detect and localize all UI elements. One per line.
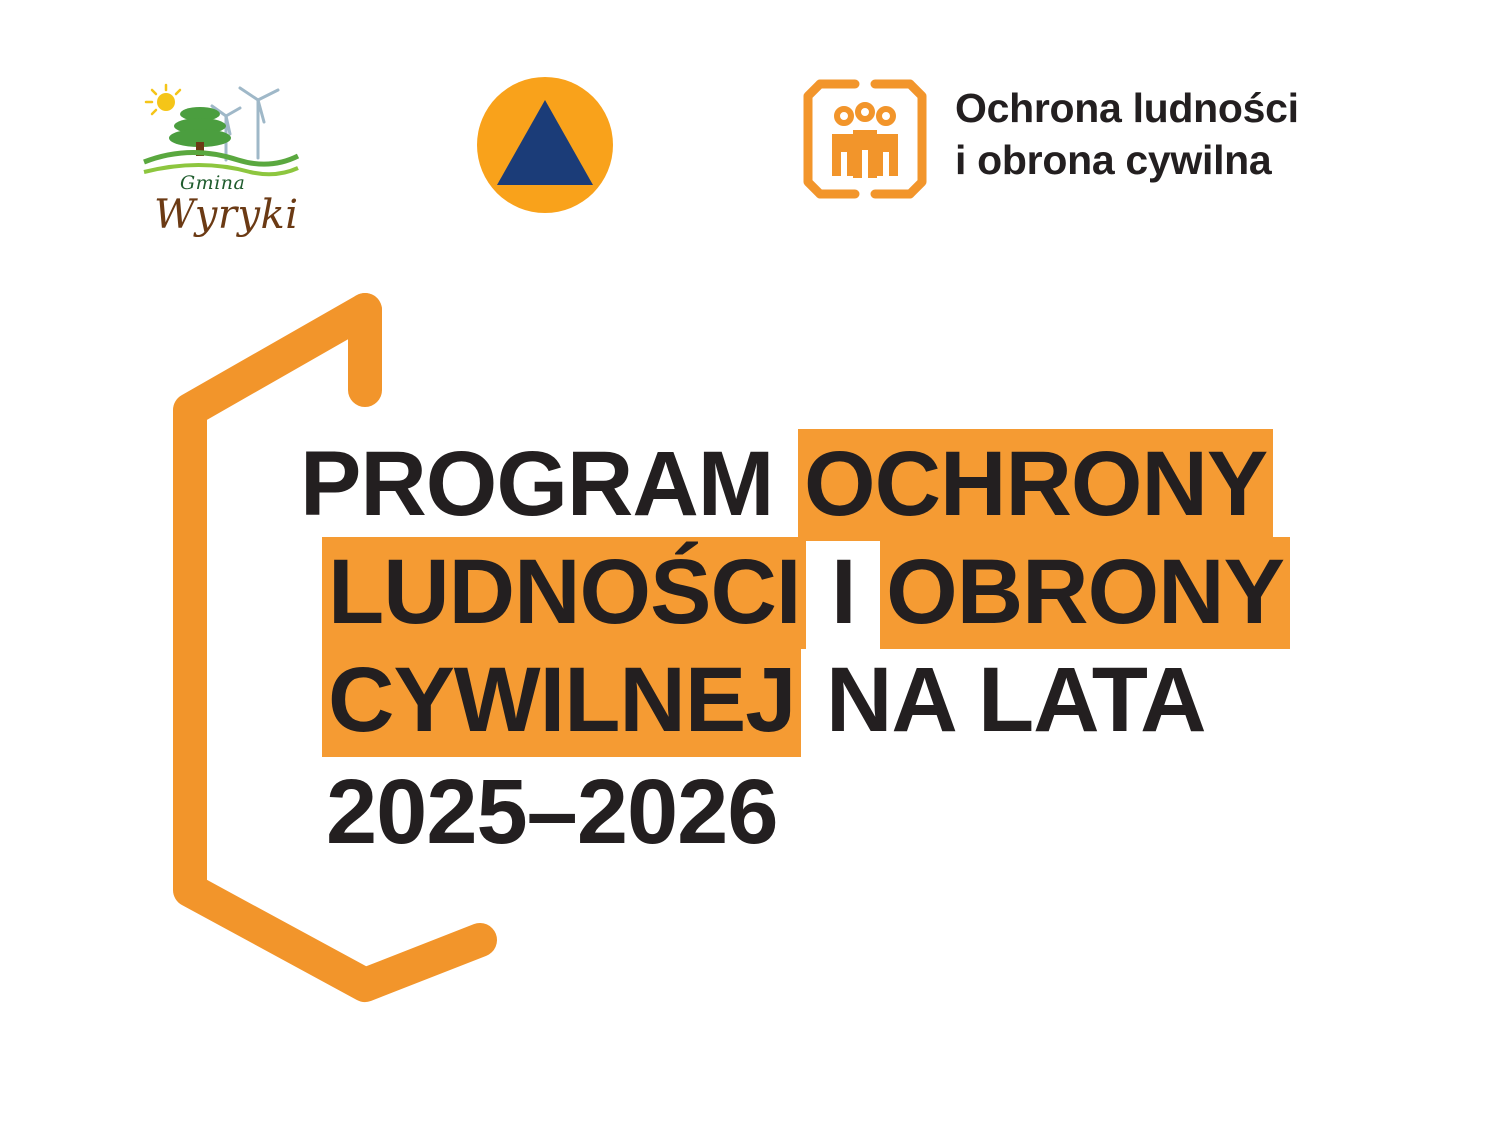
title-word-ochrony: OCHRONY [798, 429, 1273, 541]
title-word-cywilnej: CYWILNEJ [322, 645, 801, 757]
title-word-program: PROGRAM [300, 433, 774, 535]
title-word-ludnosci: LUDNOŚCI [322, 537, 806, 649]
gmina-wyryki-logo [140, 80, 300, 245]
title-line-2 [322, 538, 1420, 646]
logo-row [0, 60, 1500, 240]
title-line-3 [322, 646, 1420, 754]
title-word-obrony: OBRONY [880, 537, 1290, 649]
civil-defence-badge [470, 70, 620, 220]
gmina-word-bottom: Wyryki [154, 192, 299, 238]
title-word-i: I [831, 541, 856, 643]
page-title [300, 430, 1420, 866]
ochrona-ludnosci-mark [800, 72, 930, 207]
title-line-4: 2025–2026 [326, 761, 778, 863]
gmina-word-top: Gmina [180, 172, 246, 194]
ochrona-ludnosci-shield-people-icon [800, 72, 930, 207]
ochrona-line-1: Ochrona ludności [955, 85, 1299, 131]
ochrona-ludnosci-wordmark [955, 82, 1299, 187]
title-line-1 [300, 430, 1420, 538]
title-word-na-lata: NA LATA [825, 649, 1206, 751]
civil-defence-triangle-icon [470, 70, 620, 220]
ochrona-line-2: i obrona cywilna [955, 137, 1272, 184]
